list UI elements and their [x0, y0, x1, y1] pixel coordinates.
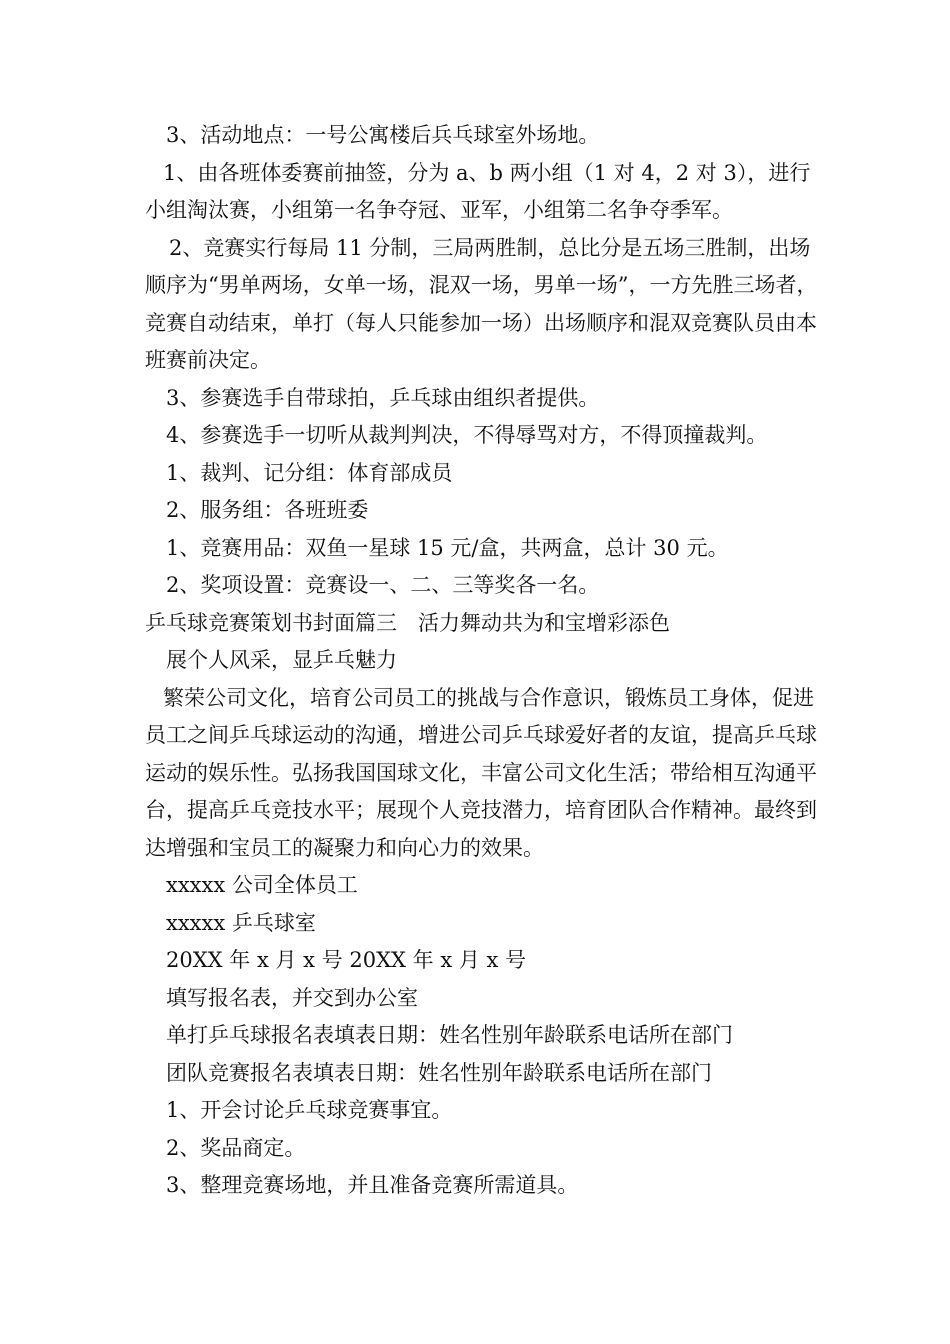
paragraph-participants: xxxxx 公司全体员工	[166, 873, 358, 897]
paragraph-registration: 填写报名表，并交到办公室	[166, 985, 418, 1010]
paragraph-venue: 3、活动地点：一号公寓楼后兵乓球室外场地。	[166, 123, 600, 147]
document-body	[145, 117, 825, 1205]
paragraph-equipment-rule: 3、参赛选手自带球拍，乒乓球由组织者提供。	[166, 385, 600, 410]
paragraph-location: xxxxx 乒乓球室	[166, 910, 316, 935]
paragraph-referee-group: 1、裁判、记分组：体育部成员	[166, 460, 453, 485]
paragraph-step-meeting: 1、开会讨论乒乓球竞赛事宜。	[166, 1098, 453, 1122]
paragraph-singles-form: 单打乒乓球报名表填表日期：姓名性别年龄联系电话所在部门	[166, 1023, 733, 1047]
paragraph-referee-rule: 4、参赛选手一切听从裁判判决，不得辱骂对方，不得顶撞裁判。	[166, 423, 768, 447]
paragraph-scoring-rules: 2、竞赛实行每局 11 分制，三局两胜制，总比分是五场三胜制，出场顺序为“男单两场，女单一场，混双一场，男单一场”，一方先胜三场者，竞赛自动结束，单打（每人只能参加一场）出场顺序和混双竞赛队员由本班赛前决定。	[145, 235, 818, 372]
section-heading: 乒乓球竞赛策划书封面篇三 活力舞动共为和宝增彩添色	[145, 610, 670, 635]
paragraph-service-group: 2、服务组：各班班委	[166, 498, 369, 522]
paragraph-purpose: 繁荣公司文化，培育公司员工的挑战与合作意识，锻炼员工身体，促进员工之间乒乓球运动的沟通，增进公司乒乓球爱好者的友谊，提高乒乓球运动的娱乐性。弘扬我国国球文化，丰富公司文化生活；带给相互沟通平台，提高乒乓竞技水平；展现个人竞技潜力，培育团队合作精神。最终到达增强和宝员工的凝聚力和向心力的效果。	[145, 685, 817, 860]
paragraph-step-prizes: 2、奖品商定。	[166, 1135, 306, 1160]
paragraph-slogan: 展个人风采，显乒乓魅力	[166, 648, 397, 672]
paragraph-awards: 2、奖项设置：竞赛设一、二、三等奖各一名。	[166, 573, 600, 597]
paragraph-step-venue: 3、整理竞赛场地，并且准备竞赛所需道具。	[166, 1173, 579, 1197]
paragraph-supplies: 1、竞赛用品：双鱼一星球 15 元/盒，共两盒，总计 30 元。	[166, 535, 729, 560]
paragraph-team-form: 团队竞赛报名表填表日期：姓名性别年龄联系电话所在部门	[166, 1060, 712, 1085]
paragraph-dates: 20XX 年 x 月 x 号 20XX 年 x 月 x 号	[166, 948, 527, 972]
paragraph-draw-groups: 1、由各班体委赛前抽签，分为 a、b 两小组（1 对 4，2 对 3），进行小组淘汰赛，小组第一名争夺冠、亚军，小组第二名争夺季军。	[145, 160, 811, 222]
